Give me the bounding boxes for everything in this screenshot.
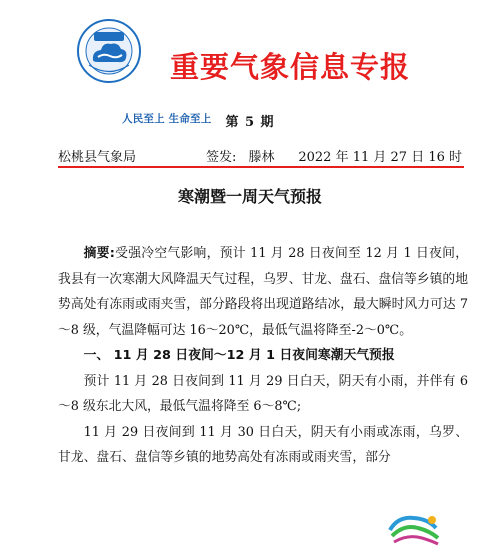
signer-label: 签发: (206, 150, 237, 165)
meta-row (58, 146, 462, 164)
red-divider (58, 166, 464, 168)
forecast-paragraph-2: 11 月 29 日夜间到 11 月 30 日白天，阴天有小雨或冻雨，乌罗、甘龙、盘石、盘信等乡镇的地势高处有冻雨或雨夹雪，部分 (58, 424, 468, 465)
signer-name: 滕林 (248, 150, 275, 165)
signer-block (206, 146, 275, 165)
abstract-text: 受强冷空气影响，预计 11 月 28 日夜间至 12 月 1 日夜间，我县有一次寒潮大风降温天气过程，乌罗、甘龙、盘石、盘信等乡镇的地势高处有冻雨或雨夹雪，部分路段将出现道路结冰，最大瞬时风力可达 7～8 级，气温降幅可达 16～20℃，最低气温将降至-2～0℃。 (58, 246, 468, 338)
main-title: 重要气象信息专报 (170, 50, 411, 84)
section-heading: 一、 11 月 28 日夜间～12 月 1 日夜间寒潮天气预报 (83, 348, 395, 363)
document-body (58, 241, 468, 471)
meteorology-logo (64, 18, 212, 125)
guizhou-meteorology-badge-icon (76, 18, 142, 84)
slogan: 人民至上 生命至上 (122, 113, 212, 125)
document-title: 寒潮暨一周天气预报 (177, 187, 322, 206)
abstract-label: 摘要: (83, 246, 115, 261)
abstract-paragraph (58, 241, 468, 343)
issue-date: 2022 年 11 月 27 日 16 时 (298, 150, 462, 165)
corner-swirl-logo-icon (384, 508, 444, 548)
issuer: 松桃县气象局 (58, 150, 137, 165)
forecast-paragraph-1: 预计 11 月 28 日夜间到 11 月 29 日白天，阴天有小雨，并伴有 6～8 级东北大风，最低气温将降至 6～8℃; (58, 373, 468, 414)
issue-number: 第 5 期 (225, 115, 275, 130)
